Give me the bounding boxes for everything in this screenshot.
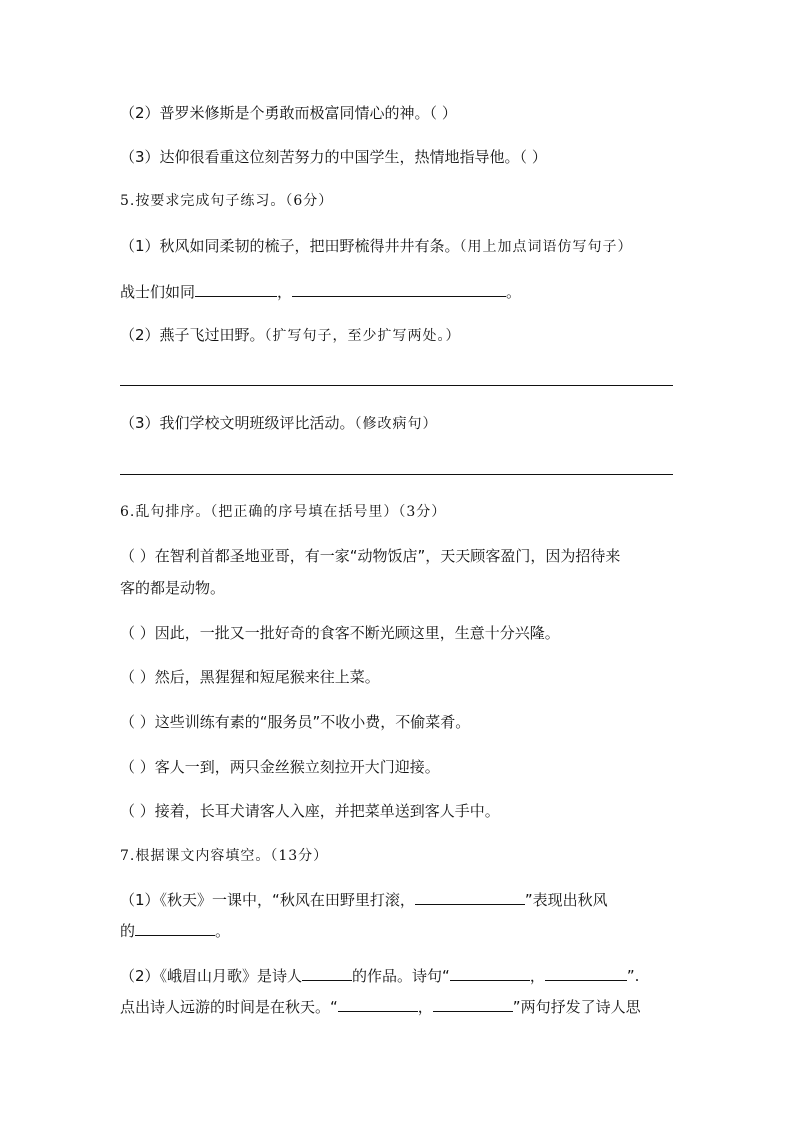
question-5-1: [120, 236, 633, 257]
question-7-1-continued: [120, 921, 230, 941]
question-7-1-text: （1）《秋天》一课中，“秋风在田野里打滚，: [120, 891, 415, 909]
comma: ，: [417, 998, 433, 1016]
sentence-item: （ ）然后，黑猩猩和短尾猴来往上菜。: [120, 668, 380, 686]
answer-blank[interactable]: [450, 966, 530, 981]
question-5-1-text: （1）秋风如同柔韧的梳子，把田野梳得井井有条。: [120, 237, 460, 255]
answer-blank[interactable]: [433, 997, 513, 1012]
question-4-3: （3）达仰很看重这位刻苦努力的中国学生，热情地指导他。（ ）: [120, 148, 547, 166]
question-4-2: （2）普罗米修斯是个勇敢而极富同情心的神。（ ）: [120, 104, 457, 122]
question-7-2-continued: [120, 997, 641, 1017]
question-5-1-instruction: （用上加点词语仿写句子）: [459, 239, 633, 255]
question-5-2-instruction: （扩写句子，至少扩写两处。）: [264, 328, 461, 344]
sentence-item: （ ）客人一到，两只金丝猴立刻拉开大门迎接。: [120, 758, 440, 776]
answer-blank[interactable]: [292, 282, 506, 297]
sentence-item-continued: 客的都是动物。: [120, 579, 226, 597]
question-5-2-text: （2）燕子飞过田野。: [120, 326, 265, 344]
section-5-heading: 5.按要求完成句子练习。（6分）: [120, 193, 334, 209]
answer-prefix: 战士们如同: [120, 283, 196, 301]
question-5-2: [120, 325, 461, 346]
question-7-2: [120, 966, 639, 986]
comma: ，: [277, 283, 293, 301]
period: 。: [215, 922, 231, 940]
answer-blank[interactable]: [338, 997, 418, 1012]
period: 。: [506, 283, 522, 301]
question-7-2-text-2: 的作品。诗句“: [352, 967, 450, 985]
sentence-item: （ ）在智利首都圣地亚哥，有一家“动物饭店”，天天顾客盈门，因为招待来: [120, 547, 621, 565]
answer-blank[interactable]: [135, 921, 215, 936]
answer-rule[interactable]: [120, 474, 673, 475]
text-2: ”两句抒发了诗人思: [512, 998, 641, 1016]
answer-blank[interactable]: [195, 282, 277, 297]
quote-close: ”.: [626, 967, 640, 985]
question-5-1-answer-line: [120, 282, 521, 302]
question-5-3-text: （3）我们学校文明班级评比活动。: [120, 414, 355, 432]
question-7-1: [120, 890, 608, 910]
question-7-1-text-2: ”表现出秋风: [524, 891, 608, 909]
text: 的: [120, 922, 136, 940]
question-5-3-instruction: （修改病句）: [354, 416, 438, 432]
text: 点出诗人远游的时间是在秋天。“: [120, 998, 338, 1016]
comma: ，: [529, 967, 545, 985]
section-7-heading: 7.根据课文内容填空。（13分）: [120, 848, 329, 864]
sentence-item: （ ）因此，一批又一批好奇的食客不断光顾这里，生意十分兴隆。: [120, 624, 560, 642]
answer-blank[interactable]: [415, 890, 525, 905]
answer-blank[interactable]: [302, 966, 352, 981]
question-5-3: [120, 413, 438, 434]
sentence-item: （ ）这些训练有素的“服务员”不收小费，不偷菜肴。: [120, 713, 471, 731]
answer-rule[interactable]: [120, 385, 673, 386]
sentence-item: （ ）接着，长耳犬请客人入座，并把菜单送到客人手中。: [120, 802, 500, 820]
answer-blank[interactable]: [545, 966, 627, 981]
section-6-heading: 6.乱句排序。（把正确的序号填在括号里）（3分）: [120, 504, 447, 520]
question-7-2-text: （2）《峨眉山月歌》是诗人: [120, 967, 303, 985]
